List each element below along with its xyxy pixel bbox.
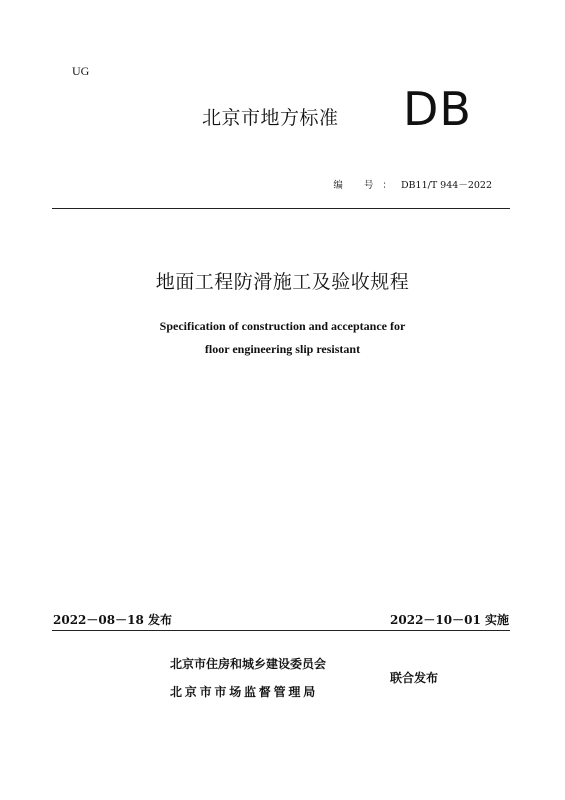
document-title-english-line2: floor engineering slip resistant (204, 342, 361, 356)
standard-mark-logo: DB (403, 82, 472, 136)
issuer-housing-commission: 北京市住房和城乡建设委员会 (170, 657, 327, 671)
standard-type-title: 北京市地方标准 (202, 107, 339, 129)
standard-number-value: DB11/T 944－2022 (400, 180, 492, 191)
classification-code: UG (72, 64, 90, 78)
standard-number-label: 编 号： (333, 180, 401, 191)
implementation-date: 2022－10－01 实施 (390, 613, 509, 627)
issuer-market-supervision: 北京市市场监督管理局 (170, 685, 319, 699)
standard-number (333, 177, 492, 191)
joint-issue-label: 联合发布 (390, 671, 439, 685)
top-divider (52, 208, 510, 209)
bottom-divider (52, 630, 510, 631)
document-title-english-line1: Specification of construction and acceptance for (159, 319, 406, 333)
issue-date: 2022－08－18 发布 (53, 613, 172, 627)
document-title-chinese: 地面工程防滑施工及验收规程 (155, 271, 410, 293)
